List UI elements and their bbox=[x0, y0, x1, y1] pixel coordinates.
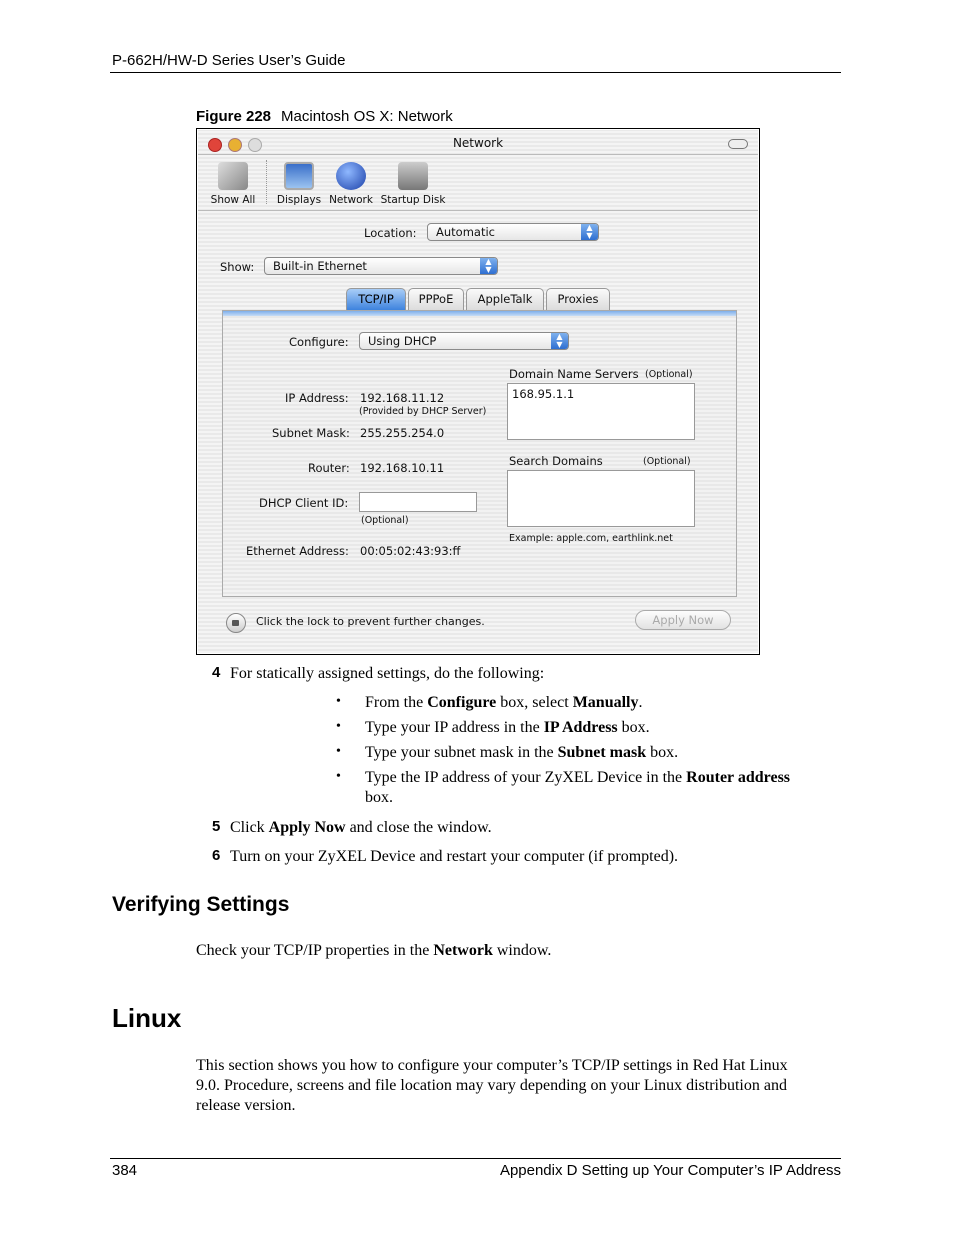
configure-popup[interactable] bbox=[359, 332, 569, 350]
bullet-ip-address: Type your IP address in the IP Address box. bbox=[365, 719, 650, 736]
show-label: Show: bbox=[220, 260, 255, 274]
toolbar bbox=[198, 154, 758, 211]
toolbar-toggle-icon[interactable] bbox=[728, 139, 748, 149]
ip-address-label: IP Address: bbox=[285, 391, 349, 405]
location-value: Automatic bbox=[436, 225, 495, 239]
window-title: Network bbox=[452, 136, 504, 150]
network-button[interactable] bbox=[328, 162, 374, 206]
popup-arrows-icon: ▲ ▼ bbox=[581, 224, 598, 240]
guide-title: P-662H/HW-D Series User’s Guide bbox=[112, 52, 346, 69]
location-popup[interactable] bbox=[427, 223, 599, 241]
figure-caption-text: Macintosh OS X: Network bbox=[281, 108, 453, 125]
linux-intro-line-1: This section shows you how to configure your computer’s TCP/IP settings in Red Hat Linux bbox=[196, 1057, 788, 1074]
show-all-icon bbox=[218, 162, 248, 190]
step-6-text: Turn on your ZyXEL Device and restart your computer (if prompted). bbox=[230, 848, 679, 865]
footer-section-title: Appendix D Setting up Your Computer’s IP Address bbox=[499, 1162, 841, 1179]
lock-text: Click the lock to prevent further changes. bbox=[256, 615, 485, 628]
ip-address-value: 192.168.11.12 bbox=[360, 391, 445, 405]
footer-rule bbox=[110, 1158, 841, 1159]
router-label: Router: bbox=[308, 461, 350, 475]
linux-intro-line-2: 9.0. Procedure, screens and file location may vary depending on your Linux distribution and bbox=[196, 1077, 787, 1094]
search-domains-optional: (Optional) bbox=[643, 456, 691, 467]
example-text: Example: apple.com, earthlink.net bbox=[509, 533, 673, 544]
toolbar-separator bbox=[266, 160, 268, 204]
ethernet-address-label: Ethernet Address: bbox=[246, 544, 349, 558]
apply-now-button[interactable]: Apply Now bbox=[635, 610, 731, 630]
bullet-router-address: Type the IP address of your ZyXEL Device in the Router address box. bbox=[365, 769, 791, 806]
dhcp-client-id-note: (Optional) bbox=[361, 515, 409, 526]
show-all-label: Show All bbox=[210, 194, 256, 206]
configure-label: Configure: bbox=[289, 335, 349, 349]
page-number: 384 bbox=[112, 1162, 138, 1179]
bullet: • bbox=[336, 694, 341, 709]
dhcp-client-id-label: DHCP Client ID: bbox=[259, 496, 349, 510]
step-6-number: 6 bbox=[212, 847, 221, 864]
linux-heading: Linux bbox=[112, 1003, 182, 1033]
displays-button[interactable] bbox=[276, 162, 322, 206]
linux-intro-line-3: release version. bbox=[196, 1097, 296, 1114]
tcpip-panel bbox=[222, 310, 737, 597]
linux-intro bbox=[196, 1056, 836, 1116]
verifying-settings-heading: Verifying Settings bbox=[112, 893, 290, 916]
startup-disk-button[interactable] bbox=[380, 162, 446, 206]
network-window-body bbox=[198, 130, 758, 653]
step-5-text: Click Apply Now and close the window. bbox=[230, 819, 492, 836]
bullet-subnet-mask: Type your subnet mask in the Subnet mask box. bbox=[365, 744, 679, 761]
configure-value: Using DHCP bbox=[368, 334, 437, 348]
tab-pppoe[interactable]: PPPoE bbox=[408, 288, 464, 310]
globe-icon bbox=[336, 162, 366, 190]
lock-icon[interactable] bbox=[226, 613, 246, 633]
popup-arrows-icon: ▲ ▼ bbox=[480, 258, 497, 274]
disk-icon bbox=[398, 162, 428, 190]
tab-tcpip[interactable]: TCP/IP bbox=[346, 288, 406, 310]
figure-label: Figure 228 bbox=[196, 108, 272, 125]
search-domains-label: Search Domains bbox=[509, 454, 603, 468]
dns-input[interactable] bbox=[507, 383, 695, 440]
panel-top-bar bbox=[223, 311, 736, 316]
bullet: • bbox=[336, 769, 341, 784]
dns-value: 168.95.1.1 bbox=[512, 387, 575, 401]
ip-address-note: (Provided by DHCP Server) bbox=[359, 406, 487, 417]
figure-caption bbox=[196, 108, 453, 125]
show-all-button[interactable] bbox=[208, 162, 258, 206]
verifying-settings-text: Check your TCP/IP properties in the Network window. bbox=[196, 942, 552, 959]
ethernet-address-value: 00:05:02:43:93:ff bbox=[360, 544, 461, 558]
tab-proxies[interactable]: Proxies bbox=[546, 288, 610, 310]
tab-appletalk[interactable]: AppleTalk bbox=[466, 288, 544, 310]
popup-arrows-icon: ▲ ▼ bbox=[551, 333, 568, 349]
router-value: 192.168.10.11 bbox=[360, 461, 445, 475]
bullet-configure: From the Configure box, select Manually. bbox=[365, 694, 643, 711]
step-4-number: 4 bbox=[212, 664, 221, 681]
startup-disk-label: Startup Disk bbox=[380, 194, 446, 206]
subnet-mask-label: Subnet Mask: bbox=[272, 426, 350, 440]
location-label: Location: bbox=[364, 226, 417, 240]
subnet-mask-value: 255.255.254.0 bbox=[360, 426, 445, 440]
network-label: Network bbox=[329, 194, 373, 206]
header-rule bbox=[110, 72, 841, 73]
bullet: • bbox=[336, 719, 341, 734]
network-window bbox=[196, 128, 760, 655]
dns-optional: (Optional) bbox=[645, 369, 693, 380]
display-icon bbox=[284, 162, 314, 190]
search-domains-input[interactable] bbox=[507, 470, 695, 527]
step-4-text: For statically assigned settings, do the following: bbox=[230, 665, 545, 682]
dns-label: Domain Name Servers bbox=[509, 367, 639, 381]
show-value: Built-in Ethernet bbox=[273, 259, 367, 273]
show-popup[interactable] bbox=[264, 257, 498, 275]
step-5-number: 5 bbox=[212, 818, 221, 835]
title-bar bbox=[198, 130, 758, 155]
dhcp-client-id-input[interactable] bbox=[359, 492, 477, 512]
displays-label: Displays bbox=[276, 194, 322, 206]
bullet: • bbox=[336, 744, 341, 759]
